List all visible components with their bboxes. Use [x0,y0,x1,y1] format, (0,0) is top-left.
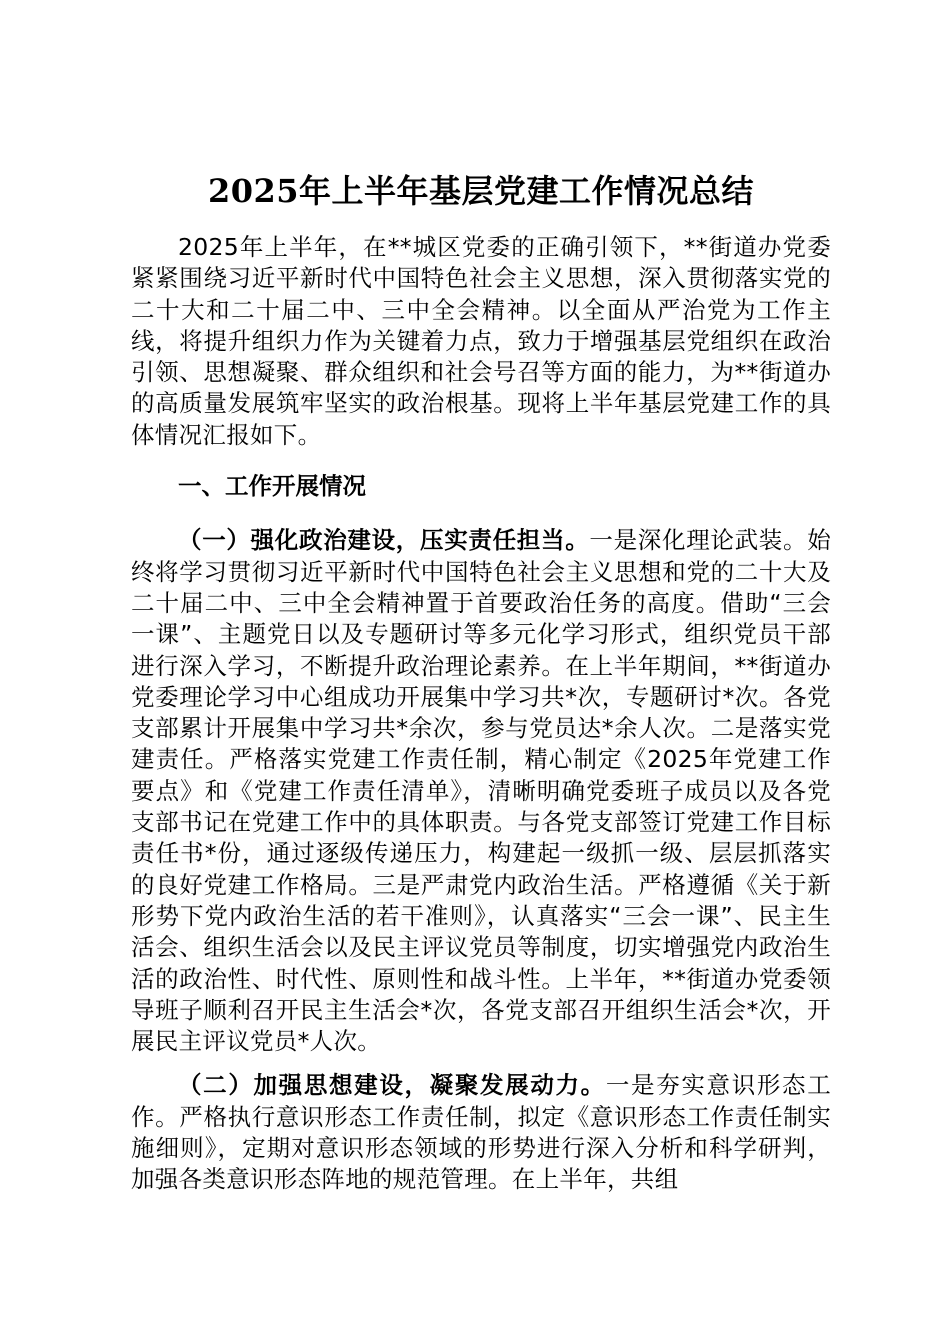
document-page [131,168,831,1209]
intro-paragraph: 2025年上半年，在**城区党委的正确引领下，**街道办党委紧紧围绕习近平新时代中国特色社会主义思想，深入贯彻落实党的二十大和二十届二中、三中全会精神。以全面从严治党为工作主线，将提升组织力作为关键着力点，致力于增强基层党组织在政治引领、思想凝聚、群众组织和社会号召等方面的能力，为**街道办的高质量发展筑牢坚实的政治根基。现将上半年基层党建工作的具体情况汇报如下。 [131,233,831,449]
item1-paragraph [131,525,831,1057]
item2-body: 一是夯实意识形态工作。严格执行意识形态工作责任制，拟定《意识形态工作责任制实施细则》，定期对意识形态领域的形势进行深入分析和科学研判，加强各类意识形态阵地的规范管理。在上半年，共组 [131,1071,831,1194]
item2-heading: （二）加强思想建设，凝聚发展动力。 [178,1071,606,1100]
section-heading: 一、工作开展情况 [178,472,366,501]
item1-heading: （一）强化政治建设，压实责任担当。 [178,526,590,555]
item1-body: 一是深化理论武装。始终将学习贯彻习近平新时代中国特色社会主义思想和党的二十大及二十届二中、三中全会精神置于首要政治任务的高度。借助“三会一课”、主题党日以及专题研讨等多元化学习形式，组织党员干部进行深入学习，不断提升政治理论素养。在上半年期间，**街道办党委理论学习中心组成功开展集中学习共*次，专题研讨*次。各党支部累计开展集中学习共*余次，参与党员达*余人次。二是落实党建责任。严格落实党建工作责任制，精心制定《2025年党建工作要点》和《党建工作责任清单》，清晰明确党委班子成员以及各党支部书记在党建工作中的具体职责。与各党支部签订党建工作目标责任书*份，通过逐级传递压力，构建起一级抓一级、层层抓落实的良好党建工作格局。三是严肃党内政治生活。严格遵循《关于新形势下党内政治生活的若干准则》，认真落实“三会一课”、民主生活会、组织生活会以及民主评议党员等制度，切实增强党内政治生活的政治性、时代性、原则性和战斗性。上半年，**街道办党委领导班子顺利召开民主生活会*次，各党支部召开组织生活会*次，开展民主评议党员*人次。 [131,526,832,1056]
item2-paragraph [131,1070,831,1195]
document-title: 2025年上半年基层党建工作情况总结 [207,172,755,210]
